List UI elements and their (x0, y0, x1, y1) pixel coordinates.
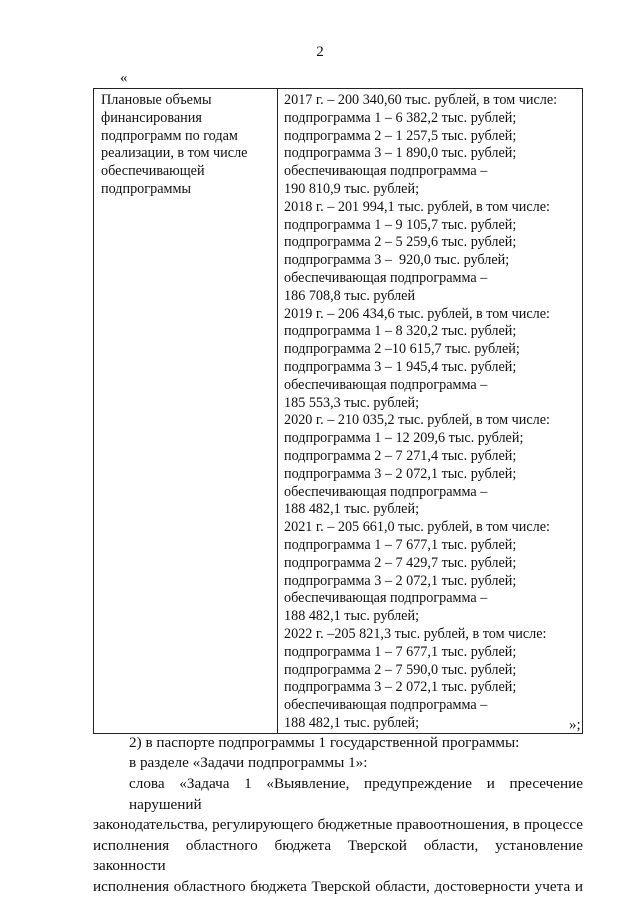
table-row (94, 89, 583, 734)
text-line: подпрограмма 3 – 1 890,0 тыс. рублей; (284, 145, 517, 162)
text-line: подпрограмма 3 – 2 072,1 тыс. рублей; (284, 679, 517, 696)
text-line: подпрограмма 3 – 1 945,4 тыс. рублей; (284, 358, 517, 375)
text-line: финансирования (101, 109, 202, 126)
paragraph-section-tasks: в разделе «Задачи подпрограммы 1»: (129, 754, 368, 771)
table-cell-label (94, 89, 278, 734)
text-line: 185 553,3 тыс. рублей; (284, 394, 420, 411)
text-line: 190 810,9 тыс. рублей; (284, 180, 420, 197)
financing-label (94, 89, 277, 199)
text-line: реализации, в том числе (101, 145, 248, 162)
text-line: подпрограмма 1 – 7 677,1 тыс. рублей; (284, 536, 517, 553)
financing-values (278, 89, 582, 733)
table-cell-values (278, 89, 583, 734)
text-line: 2018 г. – 201 994,1 тыс. рублей, в том числе: (284, 198, 550, 215)
text-line: подпрограмма 2 – 7 429,7 тыс. рублей; (284, 554, 517, 571)
text-line: подпрограмма 1 – 12 209,6 тыс. рублей; (284, 430, 524, 447)
text-line: подпрограмма 2 –10 615,7 тыс. рублей; (284, 341, 520, 358)
text-line: слова «Задача 1 «Выявление, предупреждение и пресечение нарушений (129, 775, 583, 813)
text-line: подпрограммы (101, 180, 191, 197)
text-line: законодательства, регулирующего бюджетные правоотношения, в процессе (93, 816, 583, 833)
text-line: подпрограмм по годам (101, 127, 238, 144)
text-line: обеспечивающая подпрограмма – (284, 376, 488, 393)
text-line: подпрограмма 1 – 9 105,7 тыс. рублей; (284, 216, 517, 233)
text-line: 2022 г. –205 821,3 тыс. рублей, в том числе: (284, 625, 547, 642)
text-line: 188 482,1 тыс. рублей; (284, 714, 420, 731)
paragraph-item-2: 2) в паспорте подпрограммы 1 государственной программы: (129, 734, 520, 751)
financing-table (93, 88, 583, 734)
text-line: 2021 г. – 205 661,0 тыс. рублей, в том числе: (284, 519, 550, 536)
text-line: подпрограмма 2 – 7 590,0 тыс. рублей; (284, 661, 517, 678)
text-line: подпрограмма 1 – 6 382,2 тыс. рублей; (284, 109, 517, 126)
text-line: обеспечивающая подпрограмма – (284, 590, 488, 607)
text-line: обеспечивающей (101, 163, 205, 180)
text-line: подпрограмма 3 – 920,0 тыс. рублей; (284, 252, 510, 269)
text-line: Плановые объемы (101, 92, 212, 108)
text-line: подпрограмма 1 – 7 677,1 тыс. рублей; (284, 643, 517, 660)
paragraph-words-task-1 (93, 774, 583, 897)
text-line: обеспечивающая подпрограмма – (284, 483, 488, 500)
page-number: 2 (316, 44, 324, 60)
text-line: 188 482,1 тыс. рублей; (284, 608, 420, 625)
text-line: подпрограмма 2 – 5 259,6 тыс. рублей; (284, 234, 517, 251)
text-line: 2017 г. – 200 340,60 тыс. рублей, в том числе: (284, 92, 558, 108)
text-line: подпрограмма 2 – 1 257,5 тыс. рублей; (284, 127, 517, 144)
text-line: подпрограмма 1 – 8 320,2 тыс. рублей; (284, 323, 517, 340)
text-line: исполнения областного бюджета Тверской области, достоверности учета и (93, 877, 583, 895)
text-line: подпрограмма 3 – 2 072,1 тыс. рублей; (284, 465, 517, 482)
text-line: 188 482,1 тыс. рублей; (284, 501, 420, 518)
text-line: обеспечивающая подпрограмма – (284, 697, 488, 714)
text-line: обеспечивающая подпрограмма – (284, 269, 488, 286)
text-line: 2020 г. – 210 035,2 тыс. рублей, в том числе: (284, 412, 550, 429)
text-line: 186 708,8 тыс. рублей (284, 287, 416, 304)
text-line: 2019 г. – 206 434,6 тыс. рублей, в том числе: (284, 305, 550, 322)
text-line: обеспечивающая подпрограмма – (284, 163, 488, 180)
closing-quote-mark: »; (569, 717, 581, 733)
text-line: подпрограмма 2 – 7 271,4 тыс. рублей; (284, 447, 517, 464)
opening-quote-mark: « (120, 70, 128, 86)
text-line: исполнения областного бюджета Тверской области, установление законности (93, 836, 583, 874)
text-line: подпрограмма 3 – 2 072,1 тыс. рублей; (284, 572, 517, 589)
